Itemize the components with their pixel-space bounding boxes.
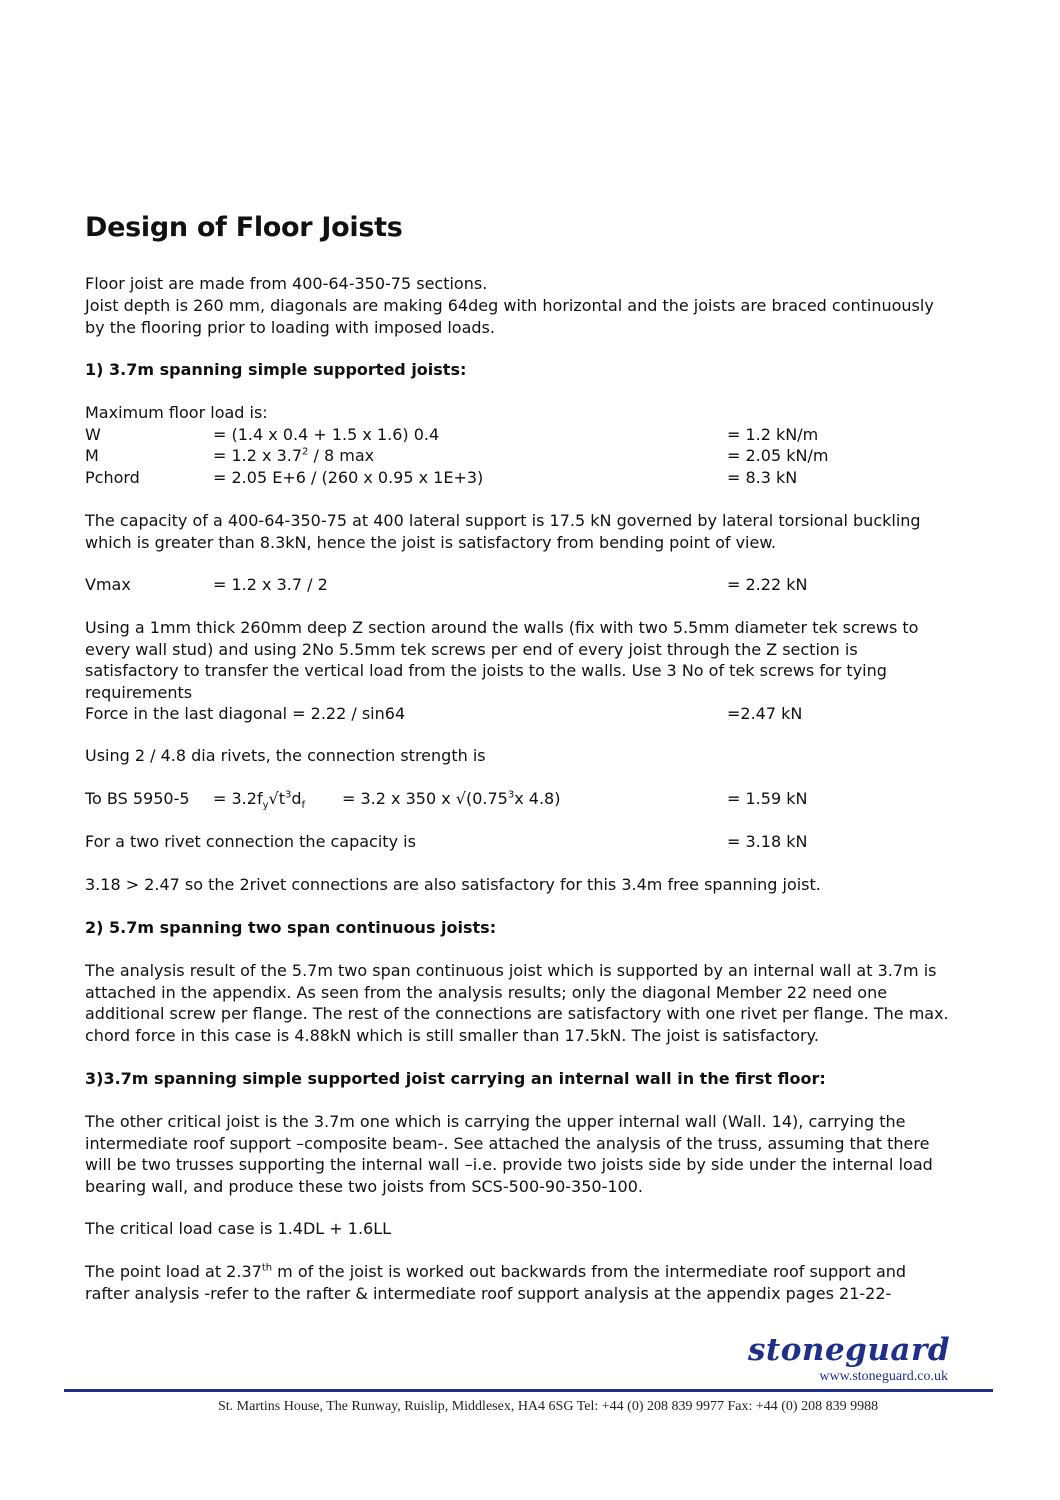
calc-row-w [85, 424, 955, 446]
calc-formula: = $3.2f_y√t^3d_f$ [213, 789, 306, 812]
calc-result: = 1.59 kN [727, 789, 808, 808]
load-case-line: The critical load case is 1.4DL + 1.6LL [85, 1219, 392, 1238]
section-2-paragraph: The analysis result of the 5.7m two span continuous joist which is supported by an internal wall at 3.7m is attached in the appendix. As seen from the analysis results; only the diagonal Member 22 need one additional screw per flange. The rest of the connections are satisfactory with one rivet per flange. The max. chord force in this case is 4.88kN which is still smaller than 17.5kN. The joist is satisfactory. [85, 961, 949, 1045]
calc-label: To BS 5950-5 [85, 789, 190, 808]
calc-row-bs [85, 788, 955, 810]
calc-result: =2.47 kN [727, 704, 803, 723]
calc-expression: = 1.2 x $3.7^2 / 8$ max [213, 446, 375, 465]
stoneguard-logo [705, 1332, 950, 1386]
calc-row-vmax [85, 574, 955, 596]
capacity-paragraph: The capacity of a 400-64-350-75 at 400 lateral support is 17.5 kN governed by lateral torsional buckling which is greater than 8.3kN, hence the joist is satisfactory from bending point of view. [85, 511, 921, 552]
section-1-heading: 1) 3.7m spanning simple supported joists: [85, 360, 467, 379]
calc-expression: = 2.05 E+6 / (260 x 0.95 x 1E+3) [213, 468, 484, 487]
calc-expression: = (1.4 x 0.4 + 1.5 x 1.6) 0.4 [213, 425, 440, 444]
calc-result: = 3.18 kN [727, 832, 808, 851]
intro-line-2: Joist depth is 260 mm, diagonals are making 64deg with horizontal and the joists are braced continuously by the flooring prior to loading with imposed loads. [85, 296, 934, 337]
calc-row-pchord [85, 467, 955, 489]
calc-expression: = 3.2 x 350 x √(0.75$^3$x 4.8) [342, 789, 561, 808]
intro-line-1: Floor joist are made from 400-64-350-75 sections. [85, 274, 488, 293]
logo-url: www.stoneguard.co.uk [819, 1369, 948, 1384]
calc-row-two-rivet [85, 831, 955, 853]
conclusion-paragraph: 3.18 > 2.47 so the 2rivet connections are also satisfactory for this 3.4m free spanning joist. [85, 875, 821, 894]
calc-label: For a two rivet connection the capacity is [85, 832, 416, 851]
calc-result: = 2.22 kN [727, 575, 808, 594]
section-3-paragraph: The other critical joist is the 3.7m one which is carrying the upper internal wall (Wall. 14), carrying the intermediate roof support –composite beam-. See attached the analysis of the truss, assuming that there will be two trusses supporting the internal wall –i.e. provide two joists side by side under the internal load bearing wall, and produce these two joists from SCS-500-90-350-100. [85, 1112, 933, 1196]
footer-divider [64, 1389, 993, 1392]
section-3-heading: 3)3.7m spanning simple supported joist carrying an internal wall in the first floor: [85, 1069, 826, 1088]
calc-symbol: W [85, 425, 101, 444]
footer-address: St. Martins House, The Runway, Ruislip, Middlesex, HA4 6SG Tel: +44 (0) 208 839 9977 Fax: +44 (0) 208 839 9988 [218, 1399, 879, 1414]
point-load-paragraph: The point load at 2.37th m of the joist is worked out backwards from the intermediate roof support and rafter analysis -refer to the rafter & intermediate roof support analysis at the appendix pages 21-22- [85, 1262, 907, 1303]
calc-result: = 8.3 kN [727, 468, 798, 487]
calc-label: Force in the last diagonal = 2.22 / sin64 [85, 704, 406, 723]
calc-row-force [85, 703, 955, 725]
max-load-label: Maximum floor load is: [85, 403, 268, 422]
page-title: Design of Floor Joists [85, 212, 403, 243]
logo-wordmark: stoneguard [747, 1332, 950, 1368]
calc-result: = 1.2 kN/m [727, 425, 819, 444]
calc-row-m [85, 445, 955, 467]
calc-symbol: Pchord [85, 468, 140, 487]
calc-expression: = 1.2 x 3.7 / 2 [213, 575, 328, 594]
z-section-paragraph: Using a 1mm thick 260mm deep Z section around the walls (fix with two 5.5mm diameter tek screws to every wall stud) and using 2No 5.5mm tek screws per end of every joist through the Z section is satisfactory to transfer the vertical load from the joists to the walls. Use 3 No of tek screws for tying requirements [85, 618, 919, 702]
section-2-heading: 2) 5.7m spanning two span continuous joists: [85, 918, 497, 937]
calc-symbol: M [85, 446, 99, 465]
calc-symbol: Vmax [85, 575, 131, 594]
calc-result: = 2.05 kN/m [727, 446, 829, 465]
rivets-paragraph: Using 2 / 4.8 dia rivets, the connection strength is [85, 746, 486, 765]
